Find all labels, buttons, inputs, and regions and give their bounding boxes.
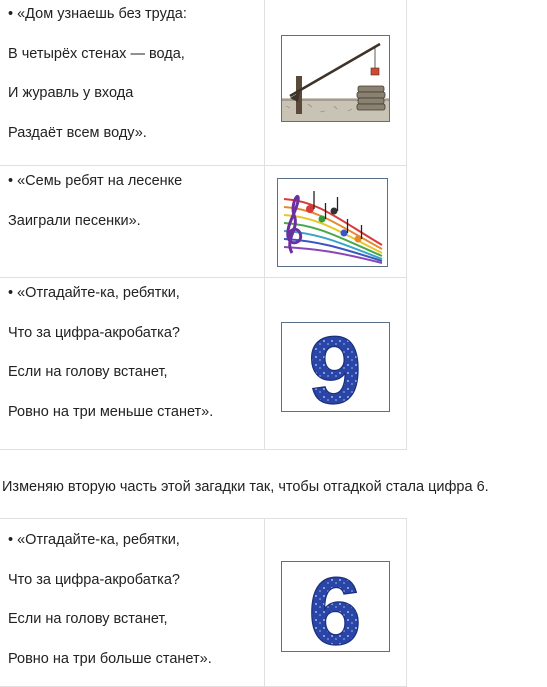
riddle-text-cell [0, 0, 265, 166]
riddle-line: Если на голову встанет, [8, 611, 168, 627]
riddle-line: Если на голову встанет, [8, 364, 168, 380]
riddle-line: Что за цифра-акробатка? [8, 324, 180, 341]
nine-digit: 9 [308, 323, 362, 411]
riddle-line: Заиграли песенки». [8, 212, 141, 229]
riddle-image-cell [265, 0, 407, 166]
riddle-row-notes [0, 166, 407, 278]
music-notes-staff-icon [277, 178, 388, 267]
riddle-text-cell [0, 519, 265, 687]
riddle-text-cell [0, 278, 265, 450]
riddle-row-six [0, 519, 407, 687]
riddle-line: Что за цифра-акробатка? [8, 571, 180, 588]
digit-nine-icon [281, 322, 390, 412]
riddle-line: • «Дом узнаешь без труда: [8, 6, 187, 22]
riddles-table [0, 0, 407, 450]
riddle-line: • «Отгадайте-ка, ребятки, [8, 285, 180, 301]
riddle-line: Ровно на три больше станет». [8, 650, 212, 667]
riddle-line: • «Отгадайте-ка, ребятки, [8, 532, 180, 548]
riddle-line: • «Семь ребят на лесенке [8, 173, 183, 189]
riddle-row-nine [0, 278, 407, 450]
riddle-image-cell [265, 166, 407, 278]
explanation-paragraph: Изменяю вторую часть этой загадки так, чтобы отгадкой стала цифра 6. [2, 479, 489, 495]
digit-six-icon [281, 561, 390, 652]
riddle-line: В четырёх стенах — вода, [8, 45, 185, 62]
six-digit: 6 [308, 562, 362, 651]
riddle-line: И журавль у входа [8, 85, 134, 101]
riddle-row-well [0, 0, 407, 166]
well-with-sweep-icon [281, 35, 390, 122]
modified-riddle-table [0, 518, 407, 687]
riddle-line: Ровно на три меньше станет». [8, 403, 214, 420]
riddle-text-cell [0, 166, 265, 278]
riddle-image-cell [265, 278, 407, 450]
riddle-line: Раздаёт всем воду». [8, 124, 147, 141]
riddle-image-cell [265, 519, 407, 687]
